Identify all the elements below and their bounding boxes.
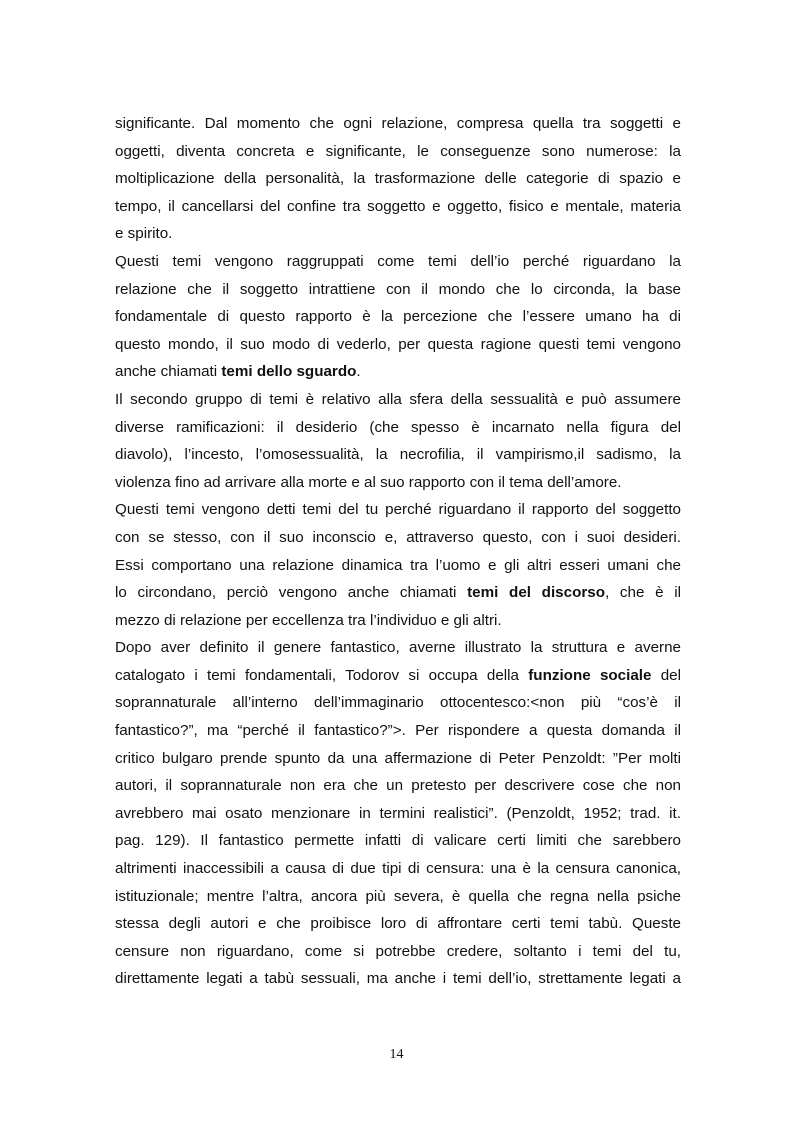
text-line bbox=[115, 276, 681, 304]
text-run: e spirito. bbox=[115, 225, 173, 243]
text-run: stessa degli autori e che proibisce loro di affrontare certi temi tabù. Queste bbox=[115, 915, 681, 933]
text-line bbox=[115, 827, 681, 855]
text-run: mezzo di relazione per eccellenza tra l’individuo e gli altri. bbox=[115, 611, 502, 629]
text-line bbox=[115, 331, 681, 359]
text-run: censure non riguardano, come si potrebbe credere, soltanto i temi del tu, bbox=[115, 942, 681, 960]
text-line bbox=[115, 414, 681, 442]
text-run: diavolo), l’incesto, l’omosessualità, la necrofilia, il vampirismo,il sadismo, la bbox=[115, 446, 681, 464]
text-run: violenza fino ad arrivare alla morte e al suo rapporto con il tema dell’amore. bbox=[115, 473, 622, 491]
text-line bbox=[115, 745, 681, 773]
text-run: Dopo aver definito il genere fantastico, averne illustrato la struttura e averne bbox=[115, 639, 681, 657]
text-line bbox=[115, 800, 681, 828]
text-line bbox=[115, 717, 681, 745]
text-run: significante. Dal momento che ogni relazione, compresa quella tra soggetti e bbox=[115, 115, 681, 132]
text-run: fantastico?”, ma “perché il fantastico?”>. Per rispondere a questa domanda il bbox=[115, 722, 681, 740]
bold-term: funzione sociale bbox=[528, 666, 652, 684]
text-line bbox=[115, 386, 681, 414]
text-run: questo mondo, il suo modo di vederlo, per questa ragione questi temi vengono bbox=[115, 335, 681, 353]
text-line bbox=[115, 883, 681, 911]
text-run: fondamentale di questo rapporto è la percezione che l’essere umano ha di bbox=[115, 308, 681, 326]
text-run: altrimenti inaccessibili a causa di due tipi di censura: una è la censura canonica, bbox=[115, 860, 681, 878]
text-run: Questi temi vengono raggruppati come temi dell’io perché riguardano la bbox=[115, 252, 681, 270]
text-line bbox=[115, 358, 681, 386]
text-line bbox=[115, 524, 681, 552]
text-line bbox=[115, 110, 681, 138]
text-line bbox=[115, 165, 681, 193]
text-line bbox=[115, 193, 681, 221]
text-run: direttamente legati a tabù sessuali, ma anche i temi dell’io, strettamente legati a bbox=[115, 970, 681, 988]
text-line bbox=[115, 138, 681, 166]
text-run: Questi temi vengono detti temi del tu perché riguardano il rapporto del soggetto bbox=[115, 501, 681, 519]
text-line bbox=[115, 965, 681, 993]
text-run: con se stesso, con il suo inconscio e, attraverso questo, con i suoi desideri. bbox=[115, 528, 681, 546]
text-line bbox=[115, 248, 681, 276]
text-run: Il secondo gruppo di temi è relativo alla sfera della sessualità e può assumere bbox=[115, 390, 681, 408]
text-run: lo circondano, perciò vengono anche chiamati bbox=[115, 584, 468, 602]
body-text bbox=[115, 110, 681, 993]
text-line bbox=[115, 855, 681, 883]
text-line bbox=[115, 552, 681, 580]
text-run: Essi comportano una relazione dinamica tra l’uomo e gli altri esseri umani che bbox=[115, 556, 681, 574]
text-line bbox=[115, 772, 681, 800]
bold-term: temi dello sguardo bbox=[221, 363, 357, 381]
text-line bbox=[115, 469, 681, 497]
text-run: diverse ramificazioni: il desiderio (che spesso è incarnato nella figura del bbox=[115, 418, 681, 436]
text-run: autori, il soprannaturale non era che un pretesto per descrivere cose che non bbox=[115, 777, 681, 795]
text-run: relazione che il soggetto intrattiene con il mondo che lo circonda, la base bbox=[115, 280, 681, 298]
text-run: tempo, il cancellarsi del confine tra soggetto e oggetto, fisico e mentale, materia bbox=[115, 197, 681, 215]
text-run: anche chiamati bbox=[115, 363, 222, 381]
text-run: oggetti, diventa concreta e significante, le conseguenze sono numerose: la bbox=[115, 142, 681, 160]
text-run: . bbox=[356, 363, 361, 381]
text-line bbox=[115, 910, 681, 938]
text-line bbox=[115, 441, 681, 469]
text-run: , che è il bbox=[604, 584, 681, 602]
text-line bbox=[115, 938, 681, 966]
text-line bbox=[115, 220, 681, 248]
text-line bbox=[115, 689, 681, 717]
text-line bbox=[115, 634, 681, 662]
text-line bbox=[115, 662, 681, 690]
text-line bbox=[115, 303, 681, 331]
text-run: pag. 129). Il fantastico permette infatti di valicare certi limiti che sarebbero bbox=[115, 832, 681, 850]
text-line bbox=[115, 496, 681, 524]
text-run: avrebbero mai osato menzionare in termini realistici”. (Penzoldt, 1952; trad. it. bbox=[115, 804, 681, 822]
text-run: catalogato i temi fondamentali, Todorov si occupa della bbox=[115, 666, 529, 684]
text-run: soprannaturale all’interno dell’immaginario ottocentesco:<non più “cos’è il bbox=[115, 694, 681, 712]
page-number: 14 bbox=[389, 1047, 404, 1062]
text-run: moltiplicazione della personalità, la trasformazione delle categorie di spazio e bbox=[115, 170, 681, 188]
text-line bbox=[115, 607, 681, 635]
text-run: critico bulgaro prende spunto da una affermazione di Peter Penzoldt: ”Per molti bbox=[115, 749, 681, 767]
text-run: del bbox=[651, 666, 681, 684]
text-run: istituzionale; mentre l’altra, ancora più severa, è quella che regna nella psiche bbox=[115, 887, 681, 905]
text-line bbox=[115, 579, 681, 607]
bold-term: temi del discorso bbox=[467, 584, 605, 602]
